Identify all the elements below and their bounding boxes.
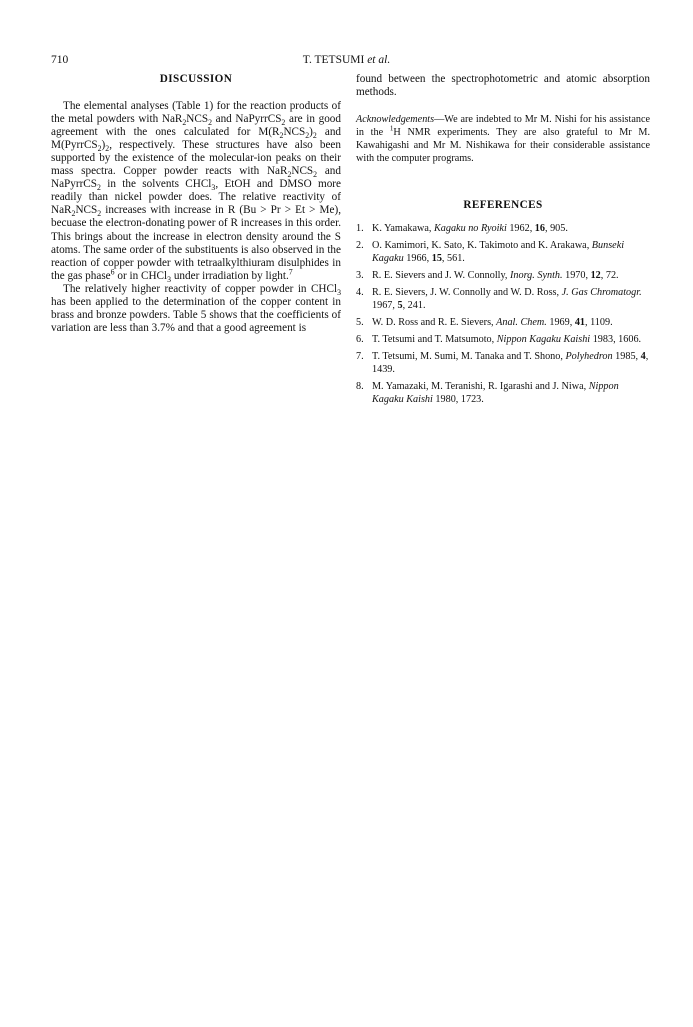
acknowledgements: Acknowledgements—We are indebted to Mr M. Nishi for his assistance in the $^1$H NMR experiments. They are also grateful to Mr M. Kawahigashi and Mr M. Nishikawa for their considerable assistance with the computer programs. [356, 114, 650, 165]
reference-item: 6. T. Tetsumi and T. Matsumoto, Nippon Kagaku Kaishi 1983, 1606. [356, 334, 642, 346]
acknowledgements-heading: Acknowledgements [356, 114, 435, 126]
left-column [51, 73, 341, 335]
reference-item: 4. R. E. Sievers, J. W. Connolly and W. D. Ross, J. Gas Chromatogr. 1967, 5, 241. [356, 287, 642, 312]
reference-item: 7. T. Tetsumi, M. Sumi, M. Tanaka and T. Shono, Polyhedron 1985, 4, 1439. [356, 351, 649, 376]
page-header [0, 54, 693, 70]
references-list [356, 222, 650, 406]
discussion-paragraph-1: The elemental analyses (Table 1) for the reaction products of the metal powders with $NaR_2NCS_2$ and NaPyrrCS$_2$ are in good agreement with the ones calculated for $M(R_2NCS_2)_2$ and $M(PyrrCS_2)_2$, respectively. These structures have also been supported by the existence of the molecular-ion peaks on their mass spectra. Copper powder reacts with $NaR_2NCS_2$ and NaPyrrCS$_2$ in the solvents CHCl$_3$, EtOH and DMSO more readily than nickel powder does. The relative reactivity of $NaR_2NCS_2$ increases with increase in R (Bu > Pr > Et > Me), becuase the electron-donating power of R increases in this order. This brings about the increase in electron density around the S atoms. The same order of the substituents is also observed in the reaction of copper powder with tetraalkylthiuram disulphides in the gas phase$^6$ or in CHCl$_3$ under irradiation by light.$^7$ [51, 100, 342, 284]
running-title-etal: et al. [367, 54, 391, 66]
discussion-continuation: found between the spectrophotometric and atomic absorption methods. [356, 73, 650, 99]
discussion-paragraph-2: The relatively higher reactivity of copper powder in CHCl$_3$ has been applied to the determination of the copper content in brass and bronze powders. Table 5 shows that the coefficients of variation are less than 3.7% and that a good agreement is [51, 282, 341, 334]
reference-item: 2. O. Kamimori, K. Sato, K. Takimoto and K. Arakawa, Bunseki Kagaku 1966, 15, 561. [356, 240, 625, 265]
discussion-heading: DISCUSSION [159, 73, 233, 85]
reference-item: 8. M. Yamazaki, M. Teranishi, R. Igarashi and J. Niwa, Nippon Kagaku Kaishi 1980, 1723. [356, 381, 619, 406]
reference-item: 3. R. E. Sievers and J. W. Connolly, Inorg. Synth. 1970, 12, 72. [356, 270, 619, 282]
running-title-author: T. TETSUMI [302, 54, 365, 66]
references-heading: REFERENCES [463, 199, 543, 212]
right-column [356, 73, 650, 410]
reference-item: 5. W. D. Ross and R. E. Sievers, Anal. Chem. 1969, 41, 1109. [356, 317, 613, 329]
page-number: 710 [51, 54, 69, 66]
running-title [0, 54, 693, 66]
reference-item: 1. K. Yamakawa, Kagaku no Ryoiki 1962, 16, 905. [356, 223, 568, 235]
